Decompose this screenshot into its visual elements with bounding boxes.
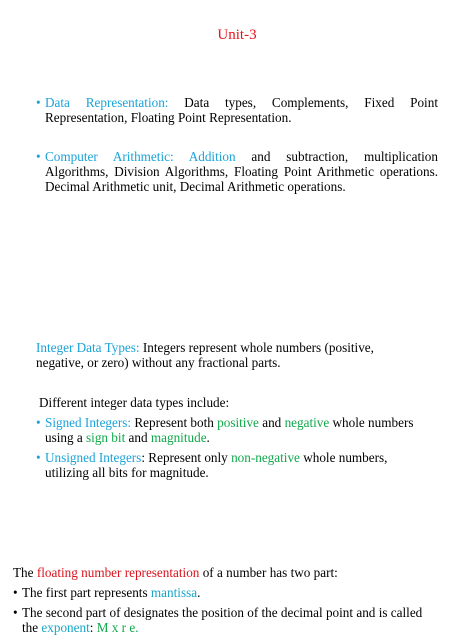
bullet-icon: •: [13, 605, 18, 620]
term-mantissa: mantissa: [150, 585, 198, 600]
integer-intro-text: Integers represent whole numbers (positive, negative, or zero) without any fractional parts.: [36, 340, 374, 370]
bullet-icon: •: [36, 149, 41, 164]
bullet-icon: •: [13, 585, 18, 600]
bullet-icon: •: [36, 450, 41, 465]
list-item-exponent: • The second part of designates the position of the decimal point and is called the exponent: M x r e.: [13, 605, 423, 635]
list-item-data-representation: [36, 95, 438, 125]
floating-point-section: [13, 565, 431, 635]
integer-types-list: [36, 395, 416, 480]
unit-topics: [36, 95, 438, 194]
term-magnitude: magnitude: [150, 430, 207, 445]
integer-intro: [36, 340, 408, 370]
list-item-computer-arithmetic: [36, 149, 438, 194]
term-exponent: exponent: [41, 620, 90, 635]
topic-label: Computer Arithmetic: Addition: [45, 149, 236, 164]
floating-intro: The floating number representation of a number has two part:: [13, 565, 338, 580]
topic-text: Data types, Complements, Fixed Point Representation, Floating Point Representation.: [45, 95, 438, 125]
page-title: Unit-3: [217, 27, 257, 43]
list-item-unsigned-integers: • Unsigned Integers: Represent only non-negative whole numbers, utilizing all bits for magnitude.: [36, 450, 388, 480]
term-negative: negative: [284, 415, 330, 430]
bullet-icon: •: [36, 415, 41, 430]
term-floating-number-representation: floating number representation: [36, 565, 200, 580]
bullet-icon: •: [36, 95, 41, 110]
term-positive: positive: [217, 415, 259, 430]
integer-data-types: [36, 340, 408, 370]
term-non-negative: non-negative: [231, 450, 300, 465]
topic-label: Data Representation:: [45, 95, 169, 110]
list-item-signed-integers: • Signed Integers: Represent both positive and negative whole numbers using a sign bit and magnitude.: [36, 415, 414, 445]
signed-label: Signed Integers:: [45, 415, 132, 430]
integer-subheading: Different integer data types include:: [39, 395, 230, 410]
list-item-mantissa: • The first part represents mantissa.: [13, 585, 201, 600]
exponent-formula: M x r e: [96, 620, 136, 635]
unsigned-label: Unsigned Integers: [45, 450, 142, 465]
integer-intro-label: Integer Data Types:: [36, 340, 140, 355]
term-sign-bit: sign bit: [86, 430, 126, 445]
topic-text: and subtraction, multiplication Algorithms, Division Algorithms, Floating Point Arithmetic operations. Decimal Arithmetic unit, Decimal Arithmetic operations.: [45, 149, 438, 194]
